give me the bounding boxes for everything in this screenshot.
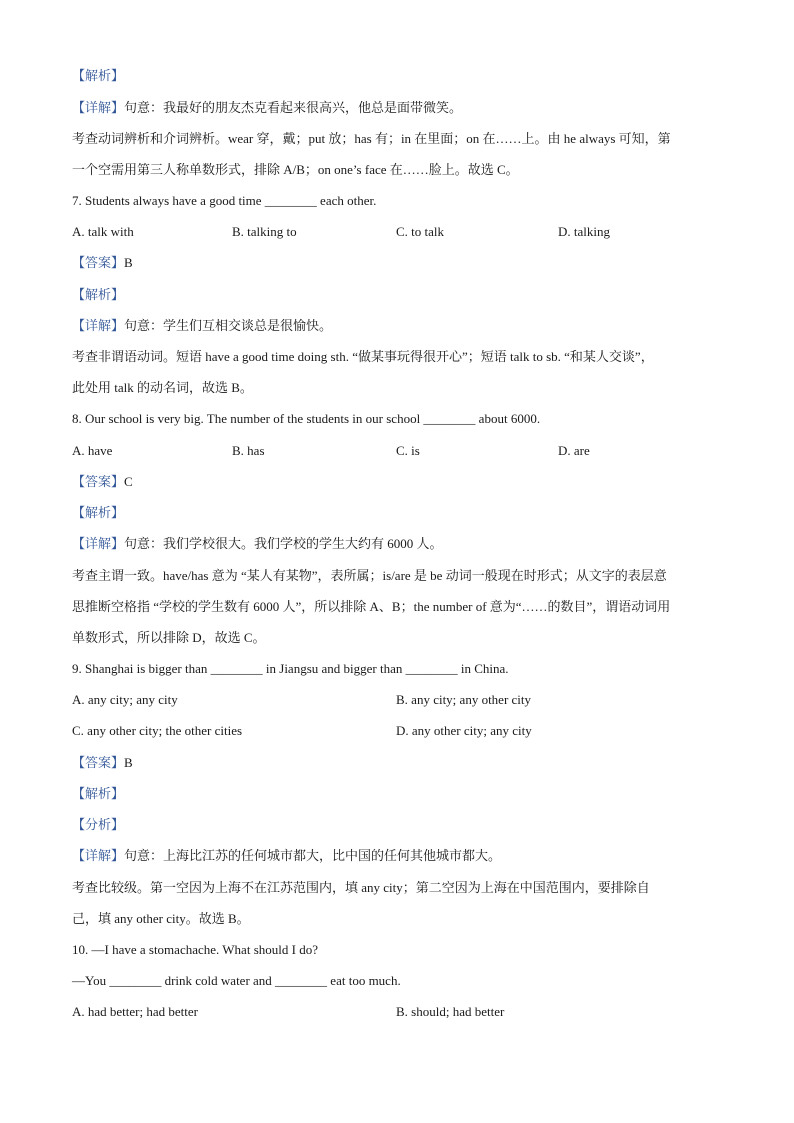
question-10-reply: —You ________ drink cold water and ________ eat too much. (72, 973, 401, 988)
option-a: A. any city; any city (72, 692, 178, 707)
option-a: A. have (72, 443, 113, 458)
option-d: D. are (558, 443, 590, 458)
analysis-subheading: 【分析】 (72, 817, 125, 832)
section-marker: 【答案】 (72, 255, 125, 270)
explanation-line: 此处用 talk 的动名词，故选 B。 (72, 380, 253, 395)
question-10: 10. —I have a stomachache. What should I do? (72, 942, 318, 957)
question-10-options (72, 1002, 724, 1022)
question-8-options (72, 441, 724, 461)
analysis-heading: 【解析】 (72, 68, 125, 83)
option-a: A. talk with (72, 224, 134, 239)
section-marker: 【答案】 (72, 755, 125, 770)
option-b: B. should; had better (396, 1004, 505, 1019)
explanation-line: 己，填 any other city。故选 B。 (72, 911, 250, 926)
question-9: 9. Shanghai is bigger than ________ in Jiangsu and bigger than ________ in China. (72, 661, 509, 676)
explanation-line: 思推断空格指 “学校的学生数有 6000 人”，所以排除 A、B；the number of 意为“……的数目”，谓语动词用 (72, 599, 671, 614)
section-marker: 【详解】 (72, 848, 125, 863)
detail-line: 【详解】句意：学生们互相交谈总是很愉快。 (72, 318, 333, 333)
answer-9: 【答案】B (72, 755, 133, 770)
detail-line: 【详解】句意：我最好的朋友杰克看起来很高兴，他总是面带微笑。 (72, 100, 463, 115)
explanation-line: 考查非谓语动词。短语 have a good time doing sth. “做某事玩得很开心”；短语 talk to sb. “和某人交谈”， (72, 349, 654, 364)
question-7-options (72, 222, 724, 242)
analysis-heading: 【解析】 (72, 786, 125, 801)
section-marker: 【详解】 (72, 318, 125, 333)
analysis-heading: 【解析】 (72, 505, 125, 520)
explanation-line: 考查动词辨析和介词辨析。wear 穿，戴；put 放；has 有；in 在里面；on 在……上。由 he always 可知，第 (72, 131, 671, 146)
analysis-heading: 【解析】 (72, 287, 125, 302)
answer-7: 【答案】B (72, 255, 133, 270)
explanation-line: 一个空需用第三人称单数形式，排除 A/B；on one’s face 在……脸上。故选 C。 (72, 162, 519, 177)
explanation-line: 单数形式，所以排除 D，故选 C。 (72, 630, 266, 645)
option-b: B. has (232, 443, 265, 458)
option-a: A. had better; had better (72, 1004, 198, 1019)
option-b: B. any city; any other city (396, 692, 532, 707)
option-c: C. is (396, 443, 420, 458)
question-8: 8. Our school is very big. The number of the students in our school ________ about 6000. (72, 411, 541, 426)
section-marker: 【详解】 (72, 100, 125, 115)
detail-line: 【详解】句意：我们学校很大。我们学校的学生大约有 6000 人。 (72, 536, 443, 551)
option-c: C. any other city; the other cities (72, 723, 243, 738)
explanation-line: 考查主谓一致。have/has 意为 “某人有某物”，表所属；is/are 是 be 动词一般现在时形式；从文字的表层意 (72, 568, 667, 583)
section-marker: 【详解】 (72, 536, 125, 551)
question-9-options-row2 (72, 721, 724, 741)
detail-line: 【详解】句意：上海比江苏的任何城市都大，比中国的任何其他城市都大。 (72, 848, 502, 863)
option-d: D. any other city; any city (396, 723, 532, 738)
question-7: 7. Students always have a good time ________ each other. (72, 193, 377, 208)
option-b: B. talking to (232, 224, 297, 239)
option-c: C. to talk (396, 224, 445, 239)
explanation-line: 考查比较级。第一空因为上海不在江苏范围内，填 any city；第二空因为上海在中国范围内，要排除自 (72, 880, 650, 895)
question-9-options-row1 (72, 690, 724, 710)
option-d: D. talking (558, 224, 610, 239)
section-marker: 【答案】 (72, 474, 125, 489)
answer-8: 【答案】C (72, 474, 133, 489)
